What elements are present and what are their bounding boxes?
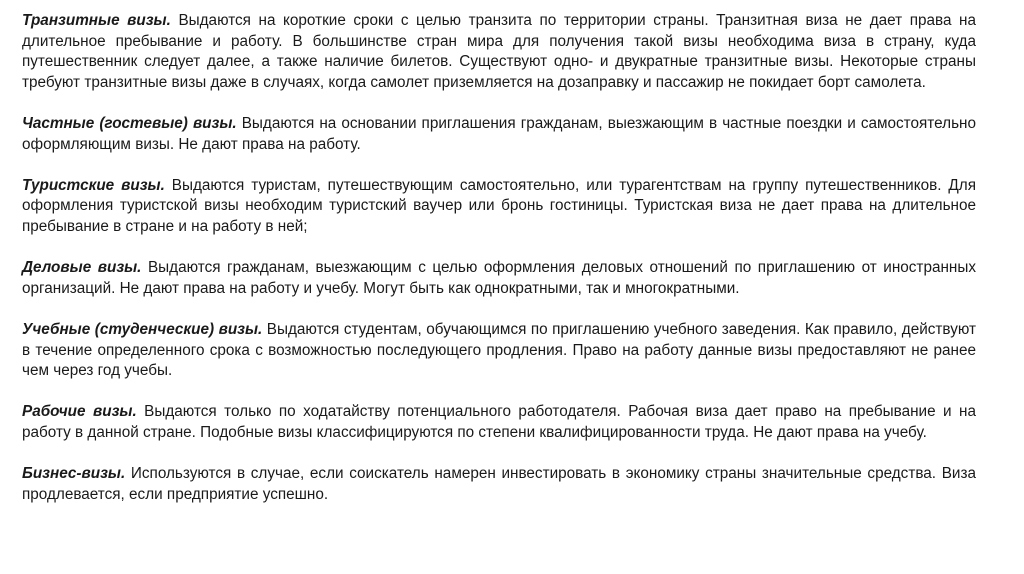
paragraph-student-visas	[22, 320, 976, 382]
paragraph-text: Выдаются на короткие сроки с целью транзита по территории страны. Транзитная виза не дает права на длительное пребывание и работу. В большинстве стран мира для получения такой визы необходима виза в страну, куда путешественник следует далее, а также наличие билетов. Существуют одно- и двукратные транзитные визы. Некоторые страны требуют транзитные визы даже в случаях, когда самолет приземляется на дозаправку и пассажир не покидает борт самолета.	[22, 12, 976, 91]
term-heading: Деловые визы.	[22, 259, 142, 277]
document-body	[22, 11, 976, 505]
paragraph-work-visas	[22, 402, 976, 443]
paragraph-private-visas	[22, 114, 976, 155]
term-heading: Бизнес-визы.	[22, 465, 126, 483]
paragraph-business-trip-visas	[22, 258, 976, 299]
paragraph-text: Выдаются туристам, путешествующим самостоятельно, или турагентствам на группу путешественников. Для оформления туристской визы необходим туристский ваучер или бронь гостиницы. Туристская виза не дает права на длительное пребывание в стране и на работу в ней;	[22, 176, 976, 235]
paragraph-transit-visas	[22, 11, 976, 93]
paragraph-text: Выдаются только по ходатайству потенциального работодателя. Рабочая виза дает право на пребывание и на работу в данной стране. Подобные визы классифицируются по степени квалифицированности труда. Не дают права на учебу.	[22, 403, 977, 441]
term-heading: Рабочие визы.	[22, 403, 137, 421]
paragraph-text: Выдаются гражданам, выезжающим с целью оформления деловых отношений по приглашению от иностранных организаций. Не дают права на работу и учебу. Могут быть как однократными, так и многократными.	[22, 259, 976, 297]
paragraph-text: Используются в случае, если соискатель намерен инвестировать в экономику страны значительные средства. Виза продлевается, если предприятие успешно.	[22, 465, 976, 503]
term-heading: Транзитные визы.	[22, 12, 171, 29]
paragraph-investor-visas	[22, 464, 976, 505]
paragraph-tourist-visas	[22, 176, 976, 238]
paragraph-text: Выдаются на основании приглашения гражданам, выезжающим в частные поездки и самостоятельно оформляющим визы. Не дают права на работу.	[22, 114, 976, 153]
term-heading: Частные (гостевые) визы.	[22, 114, 237, 132]
term-heading: Туристские визы.	[22, 176, 165, 194]
paragraph-text: Выдаются студентам, обучающимся по приглашению учебного заведения. Как правило, действуют в течение определенного срока с возможностью последующего продления. Право на работу данные визы предоставляют не ранее чем через год учебы.	[22, 320, 977, 380]
term-heading: Учебные (студенческие) визы.	[22, 320, 263, 338]
